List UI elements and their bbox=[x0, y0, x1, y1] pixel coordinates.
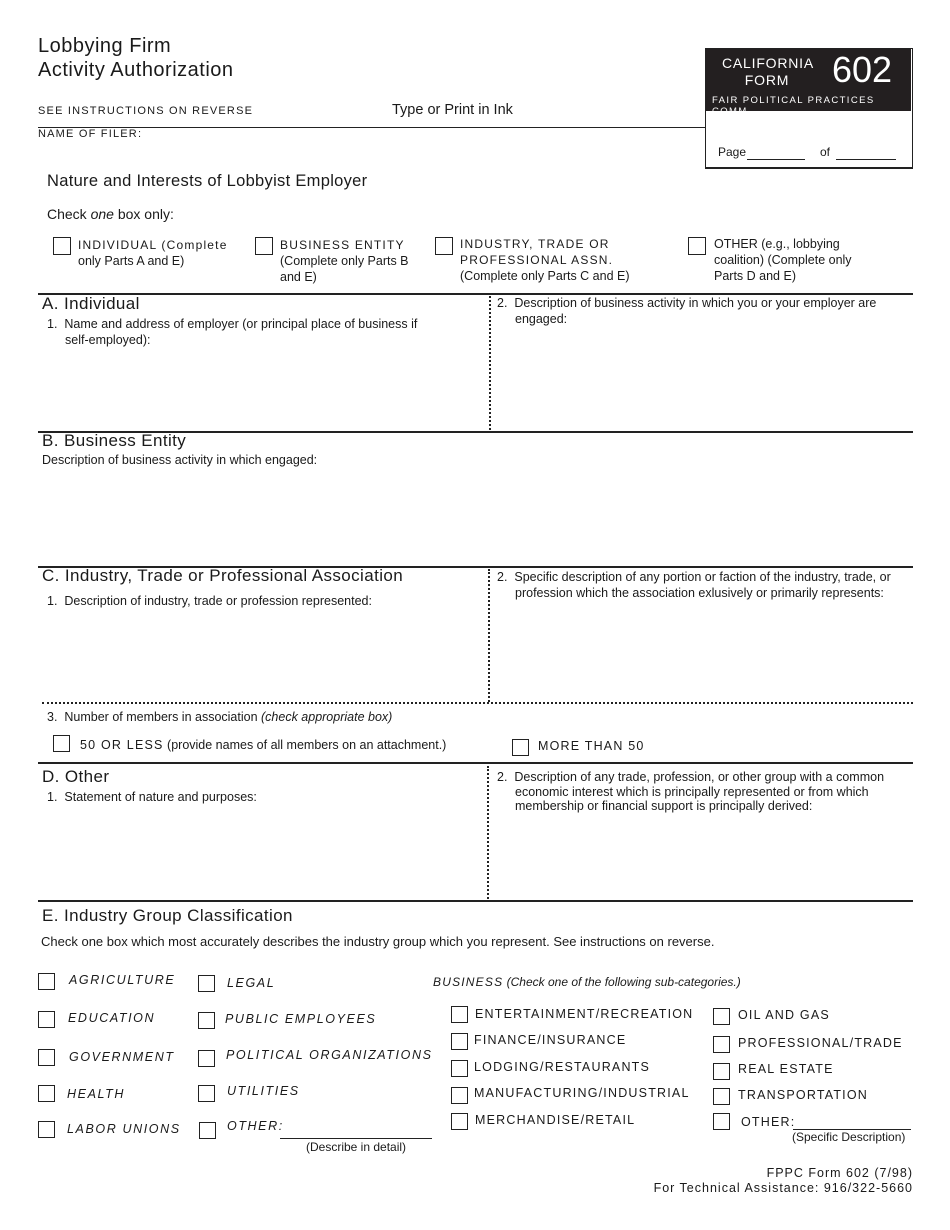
form-title bbox=[38, 34, 234, 82]
describe-in-detail-note: (Describe in detail) bbox=[306, 1140, 407, 1154]
divider bbox=[488, 569, 490, 702]
form-number: 602 bbox=[832, 49, 893, 90]
business-header: BUSINESS (Check one of the following sub-categories.) bbox=[433, 975, 741, 989]
finance-insurance-checkbox[interactable] bbox=[451, 1033, 468, 1050]
government-checkbox[interactable] bbox=[38, 1049, 55, 1066]
option-industry-label: INDUSTRY, TRADE OR PROFESSIONAL ASSN. (Complete only Parts C and E) bbox=[460, 237, 630, 283]
divider bbox=[705, 167, 913, 169]
other-checkbox[interactable] bbox=[688, 237, 706, 255]
public-employees-label: PUBLIC EMPLOYEES bbox=[225, 1012, 377, 1026]
finance-insurance-label: FINANCE/INSURANCE bbox=[474, 1033, 627, 1047]
footer-form-id: FPPC Form 602 (7/98) bbox=[766, 1166, 913, 1180]
section-d-item1: 1. Statement of nature and purposes: bbox=[47, 790, 257, 804]
commission-label: FAIR POLITICAL PRACTICES COMM. bbox=[712, 95, 875, 117]
manufacturing-industrial-checkbox[interactable] bbox=[451, 1087, 468, 1104]
nature-purposes-field[interactable] bbox=[60, 808, 480, 898]
real-estate-checkbox[interactable] bbox=[713, 1063, 730, 1080]
fifty-or-less-label: 50 OR LESS (provide names of all members on an attachment.) bbox=[80, 738, 447, 752]
other-group-describe-field[interactable] bbox=[280, 1124, 432, 1139]
political-organizations-label: POLITICAL ORGANIZATIONS bbox=[226, 1048, 433, 1062]
form-number-box bbox=[705, 48, 913, 168]
footer bbox=[654, 1166, 913, 1196]
entertainment-recreation-checkbox[interactable] bbox=[451, 1006, 468, 1023]
industry-trade-checkbox[interactable] bbox=[435, 237, 453, 255]
oil-gas-checkbox[interactable] bbox=[713, 1008, 730, 1025]
other-business-checkbox[interactable] bbox=[713, 1113, 730, 1130]
individual-checkbox[interactable] bbox=[53, 237, 71, 255]
option-other-label: OTHER (e.g., lobbying coalition) (Complete only Parts D and E) bbox=[714, 237, 852, 283]
oil-gas-label: OIL AND GAS bbox=[738, 1008, 830, 1022]
professional-trade-checkbox[interactable] bbox=[713, 1036, 730, 1053]
agriculture-label: AGRICULTURE bbox=[69, 973, 176, 987]
other-group-label: OTHER: bbox=[227, 1119, 284, 1133]
merchandise-retail-label: MERCHANDISE/RETAIL bbox=[475, 1113, 636, 1127]
education-label: EDUCATION bbox=[68, 1011, 156, 1025]
agriculture-checkbox[interactable] bbox=[38, 973, 55, 990]
section-c-item3: 3. Number of members in association (check appropriate box) bbox=[47, 710, 393, 724]
name-of-filer-label: NAME OF FILER: bbox=[38, 128, 143, 140]
form-label: FORM bbox=[744, 72, 790, 88]
section-b-description: Description of business activity in which engaged: bbox=[42, 453, 318, 467]
business-entity-checkbox[interactable] bbox=[255, 237, 273, 255]
lodging-restaurants-label: LODGING/RESTAURANTS bbox=[474, 1060, 651, 1074]
public-employees-checkbox[interactable] bbox=[198, 1012, 215, 1029]
specific-description-note: (Specific Description) bbox=[792, 1130, 906, 1144]
section-b-title: B. Business Entity bbox=[42, 431, 187, 450]
transportation-label: TRANSPORTATION bbox=[738, 1088, 869, 1102]
more-than-fifty-checkbox[interactable] bbox=[512, 739, 529, 756]
manufacturing-industrial-label: MANUFACTURING/INDUSTRIAL bbox=[474, 1086, 690, 1100]
transportation-checkbox[interactable] bbox=[713, 1088, 730, 1105]
option-business-label: BUSINESS ENTITY (Complete only Parts B and E) bbox=[280, 238, 409, 284]
faction-description-field[interactable] bbox=[500, 604, 910, 698]
health-label: HEALTH bbox=[67, 1087, 125, 1101]
section-c-item2: 2. Specific description of any portion or faction of the industry, trade, or profession which the association exlusively or primarily represents: bbox=[497, 570, 891, 600]
labor-unions-label: LABOR UNIONS bbox=[67, 1122, 181, 1136]
section-c-title: C. Industry, Trade or Professional Association bbox=[42, 566, 404, 585]
employer-name-address-field[interactable] bbox=[60, 350, 480, 428]
business-activity-field[interactable] bbox=[500, 330, 910, 428]
section-c-item1: 1. Description of industry, trade or profession represented: bbox=[47, 594, 372, 608]
health-checkbox[interactable] bbox=[38, 1085, 55, 1102]
section-a-item2: 2. Description of business activity in which you or your employer are engaged: bbox=[497, 296, 877, 326]
see-instructions: SEE INSTRUCTIONS ON REVERSE bbox=[38, 105, 254, 117]
more-than-fifty-label: MORE THAN 50 bbox=[538, 739, 645, 753]
divider bbox=[487, 766, 489, 899]
section-a-title: A. Individual bbox=[42, 294, 140, 313]
political-organizations-checkbox[interactable] bbox=[198, 1050, 215, 1067]
california-label: CALIFORNIA bbox=[722, 55, 815, 71]
title-line2: Activity Authorization bbox=[38, 59, 234, 81]
utilities-label: UTILITIES bbox=[227, 1084, 300, 1098]
merchandise-retail-checkbox[interactable] bbox=[451, 1113, 468, 1130]
section-d-title: D. Other bbox=[42, 767, 110, 786]
option-individual-label: INDIVIDUAL (Complete only Parts A and E) bbox=[78, 238, 228, 268]
other-business-label: OTHER: bbox=[741, 1115, 796, 1129]
labor-unions-checkbox[interactable] bbox=[38, 1121, 55, 1138]
title-line1: Lobbying Firm bbox=[38, 35, 172, 57]
footer-assistance: For Technical Assistance: 916/322-5660 bbox=[653, 1181, 913, 1195]
other-group-description-field[interactable] bbox=[500, 820, 910, 898]
nature-title: Nature and Interests of Lobbyist Employer bbox=[47, 172, 368, 190]
divider bbox=[42, 702, 913, 704]
government-label: GOVERNMENT bbox=[69, 1050, 175, 1064]
lodging-restaurants-checkbox[interactable] bbox=[451, 1060, 468, 1077]
industry-description-field[interactable] bbox=[60, 612, 480, 698]
other-group-checkbox[interactable] bbox=[199, 1122, 216, 1139]
divider bbox=[489, 296, 491, 430]
education-checkbox[interactable] bbox=[38, 1011, 55, 1028]
type-or-print: Type or Print in Ink bbox=[392, 102, 513, 118]
name-of-filer-field[interactable] bbox=[140, 130, 700, 164]
business-entity-description-field[interactable] bbox=[42, 472, 910, 564]
other-business-description-field[interactable] bbox=[793, 1115, 911, 1130]
fifty-or-less-checkbox[interactable] bbox=[53, 735, 70, 752]
utilities-checkbox[interactable] bbox=[198, 1085, 215, 1102]
of-label: of bbox=[820, 145, 831, 159]
section-e-title: E. Industry Group Classification bbox=[42, 906, 293, 925]
page-number-field[interactable] bbox=[747, 159, 805, 160]
page-label: Page bbox=[718, 145, 747, 159]
divider bbox=[38, 762, 913, 764]
check-one-instruction: Check one box only: bbox=[47, 206, 174, 222]
section-d-item2: 2. Description of any trade, profession, or other group with a common economic interest which is principally represented or from which membership or financial support is principally derived: bbox=[497, 770, 885, 813]
section-a-item1: 1. Name and address of employer (or principal place of business if self-employed): bbox=[47, 317, 418, 347]
legal-label: LEGAL bbox=[227, 976, 276, 990]
legal-checkbox[interactable] bbox=[198, 975, 215, 992]
divider bbox=[38, 900, 913, 902]
real-estate-label: REAL ESTATE bbox=[738, 1062, 834, 1076]
form-number-header bbox=[706, 49, 911, 117]
entertainment-recreation-label: ENTERTAINMENT/RECREATION bbox=[475, 1007, 694, 1021]
section-e-instruction: Check one box which most accurately describes the industry group which you represent. See instructions on reverse. bbox=[41, 934, 715, 949]
page-total-field[interactable] bbox=[836, 159, 896, 160]
professional-trade-label: PROFESSIONAL/TRADE bbox=[738, 1036, 903, 1050]
